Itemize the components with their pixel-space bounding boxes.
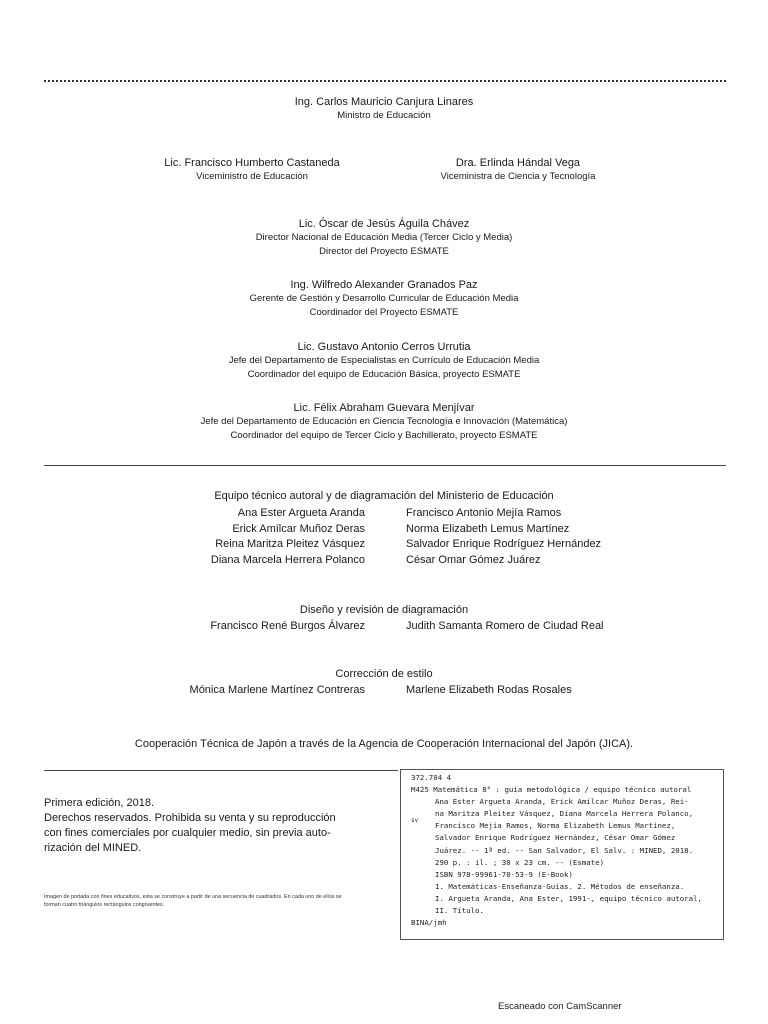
catalog-card [400,769,724,940]
official-role: Director Nacional de Educación Media (Tercer Ciclo y Media) [255,232,513,243]
vice-right-role: Viceministra de Ciencia y Tecnología [440,171,596,182]
vice-right-name: Dra. Erlinda Hándal Vega [455,157,581,169]
vice-left-role: Viceministro de Educación [196,171,308,182]
catalog-line: Francisco Mejía Ramos, Norma Elizabeth Lemus Martínez, [435,821,676,831]
catalog-line: I. Argueta Aranda, Ana Ester, 1991-, equipo técnico autoral, [435,893,702,903]
edition-line: con fines comerciales por cualquier medio, sin previa auto- [44,827,331,839]
bottom-divider [44,770,398,771]
official-name: Lic. Óscar de Jesús Águila Chávez [298,218,470,230]
team-member: Erick Amílcar Muñoz Deras [232,522,365,535]
design-member: Judith Samanta Romero de Ciudad Real [406,620,604,632]
official-role: Jefe del Departamento de Educación en Ciencia Tecnología e Innovación (Matemática) [200,416,568,427]
official-name: Lic. Félix Abraham Guevara Menjívar [293,402,475,414]
catalog-line: Salvador Enrique Rodríguez Hernández, César Omar Gómez [435,833,676,843]
catalog-line: ISBN 978-99961-70-53-9 (E-Book) [435,869,573,879]
team-member: Ana Ester Argueta Aranda [237,507,365,519]
official-role: Coordinador del equipo de Tercer Ciclo y Bachillerato, proyecto ESMATE [230,430,538,441]
cooperation-note: Cooperación Técnica de Japón a través de la Agencia de Cooperación Internacional del Japón (JICA). [134,738,634,750]
catalog-line: 290 p. : il. ; 30 x 23 cm. -- (Esmate) [435,857,605,867]
team-member: Francisco Antonio Mejía Ramos [406,507,562,519]
design-heading: Diseño y revisión de diagramación [299,604,469,616]
catalog-line: Ana Ester Argueta Aranda, Erick Amílcar Muñoz Deras, Rei- [435,797,689,807]
edition-line: Derechos reservados. Prohibida su venta y su reproducción [44,812,336,824]
catalog-line: 372.704 4 [411,773,452,782]
official-role: Jefe del Departamento de Especialistas en Currículo de Educación Media [228,355,540,366]
team-heading: Equipo técnico autoral y de diagramación del Ministerio de Educación [214,490,554,502]
team-member: Diana Marcela Herrera Polanco [210,553,365,566]
team-member: Reina Maritza Pleitez Vásquez [215,538,365,550]
vice-left-name: Lic. Francisco Humberto Castaneda [164,157,340,169]
team-member: Norma Elizabeth Lemus Martínez [406,522,570,535]
minister-role: Ministro de Educación [337,110,431,121]
section-divider [44,465,726,466]
official-name: Ing. Wilfredo Alexander Granados Paz [290,279,478,291]
edition-block [44,796,374,856]
catalog-line: BINA/jmh [411,918,447,928]
catalog-line: 1. Matemáticas-Enseñanza-Guías. 2. Métodos de enseñanza. [435,881,685,891]
catalog-line: M425 Matemática 8° : guía metodológica / equipo técnico autoral [411,785,692,795]
edition-line: rización del MINED. [44,842,142,854]
official-role: Gerente de Gestión y Desarrollo Curricular de Educación Media [249,293,519,304]
catalog-country-code: sv [411,817,419,824]
style-heading: Corrección de estilo [335,668,433,680]
team-right-list [406,506,601,568]
style-member: Mónica Marlene Martínez Contreras [189,684,365,696]
team-member: Salvador Enrique Rodríguez Hernández [406,538,602,550]
scanner-watermark: Escaneado con CamScanner [498,1001,622,1012]
cover-note: Imagen de portada con fines educativos, esta se construye a partir de una secuencia de cuadrados. En cada uno de ellos se forman cuatro triángulos rectángulos congruentes. [44,894,342,908]
edition-line: Primera edición, 2018. [44,797,155,809]
official-role: Director del Proyecto ESMATE [319,246,449,257]
catalog-line: II. Título. [435,906,484,916]
style-member: Marlene Elizabeth Rodas Rosales [406,684,572,696]
design-member: Francisco René Burgos Álvarez [210,620,365,632]
team-left-list [211,506,365,568]
official-role: Coordinador del equipo de Educación Básica, proyecto ESMATE [247,369,521,380]
minister-name: Ing. Carlos Mauricio Canjura Linares [294,96,474,108]
catalog-line: na Maritza Pleitez Vásquez, Diana Marcela Herrera Polanco, [435,809,694,819]
official-name: Lic. Gustavo Antonio Cerros Urrutia [297,341,471,353]
official-role: Coordinador del Proyecto ESMATE [309,307,459,318]
catalog-line: Juárez. -- 1ª ed. -- San Salvador, El Salv. : MINED, 2018. [435,845,694,855]
top-dotted-rule [44,80,726,82]
team-member: César Omar Gómez Juárez [406,553,541,566]
